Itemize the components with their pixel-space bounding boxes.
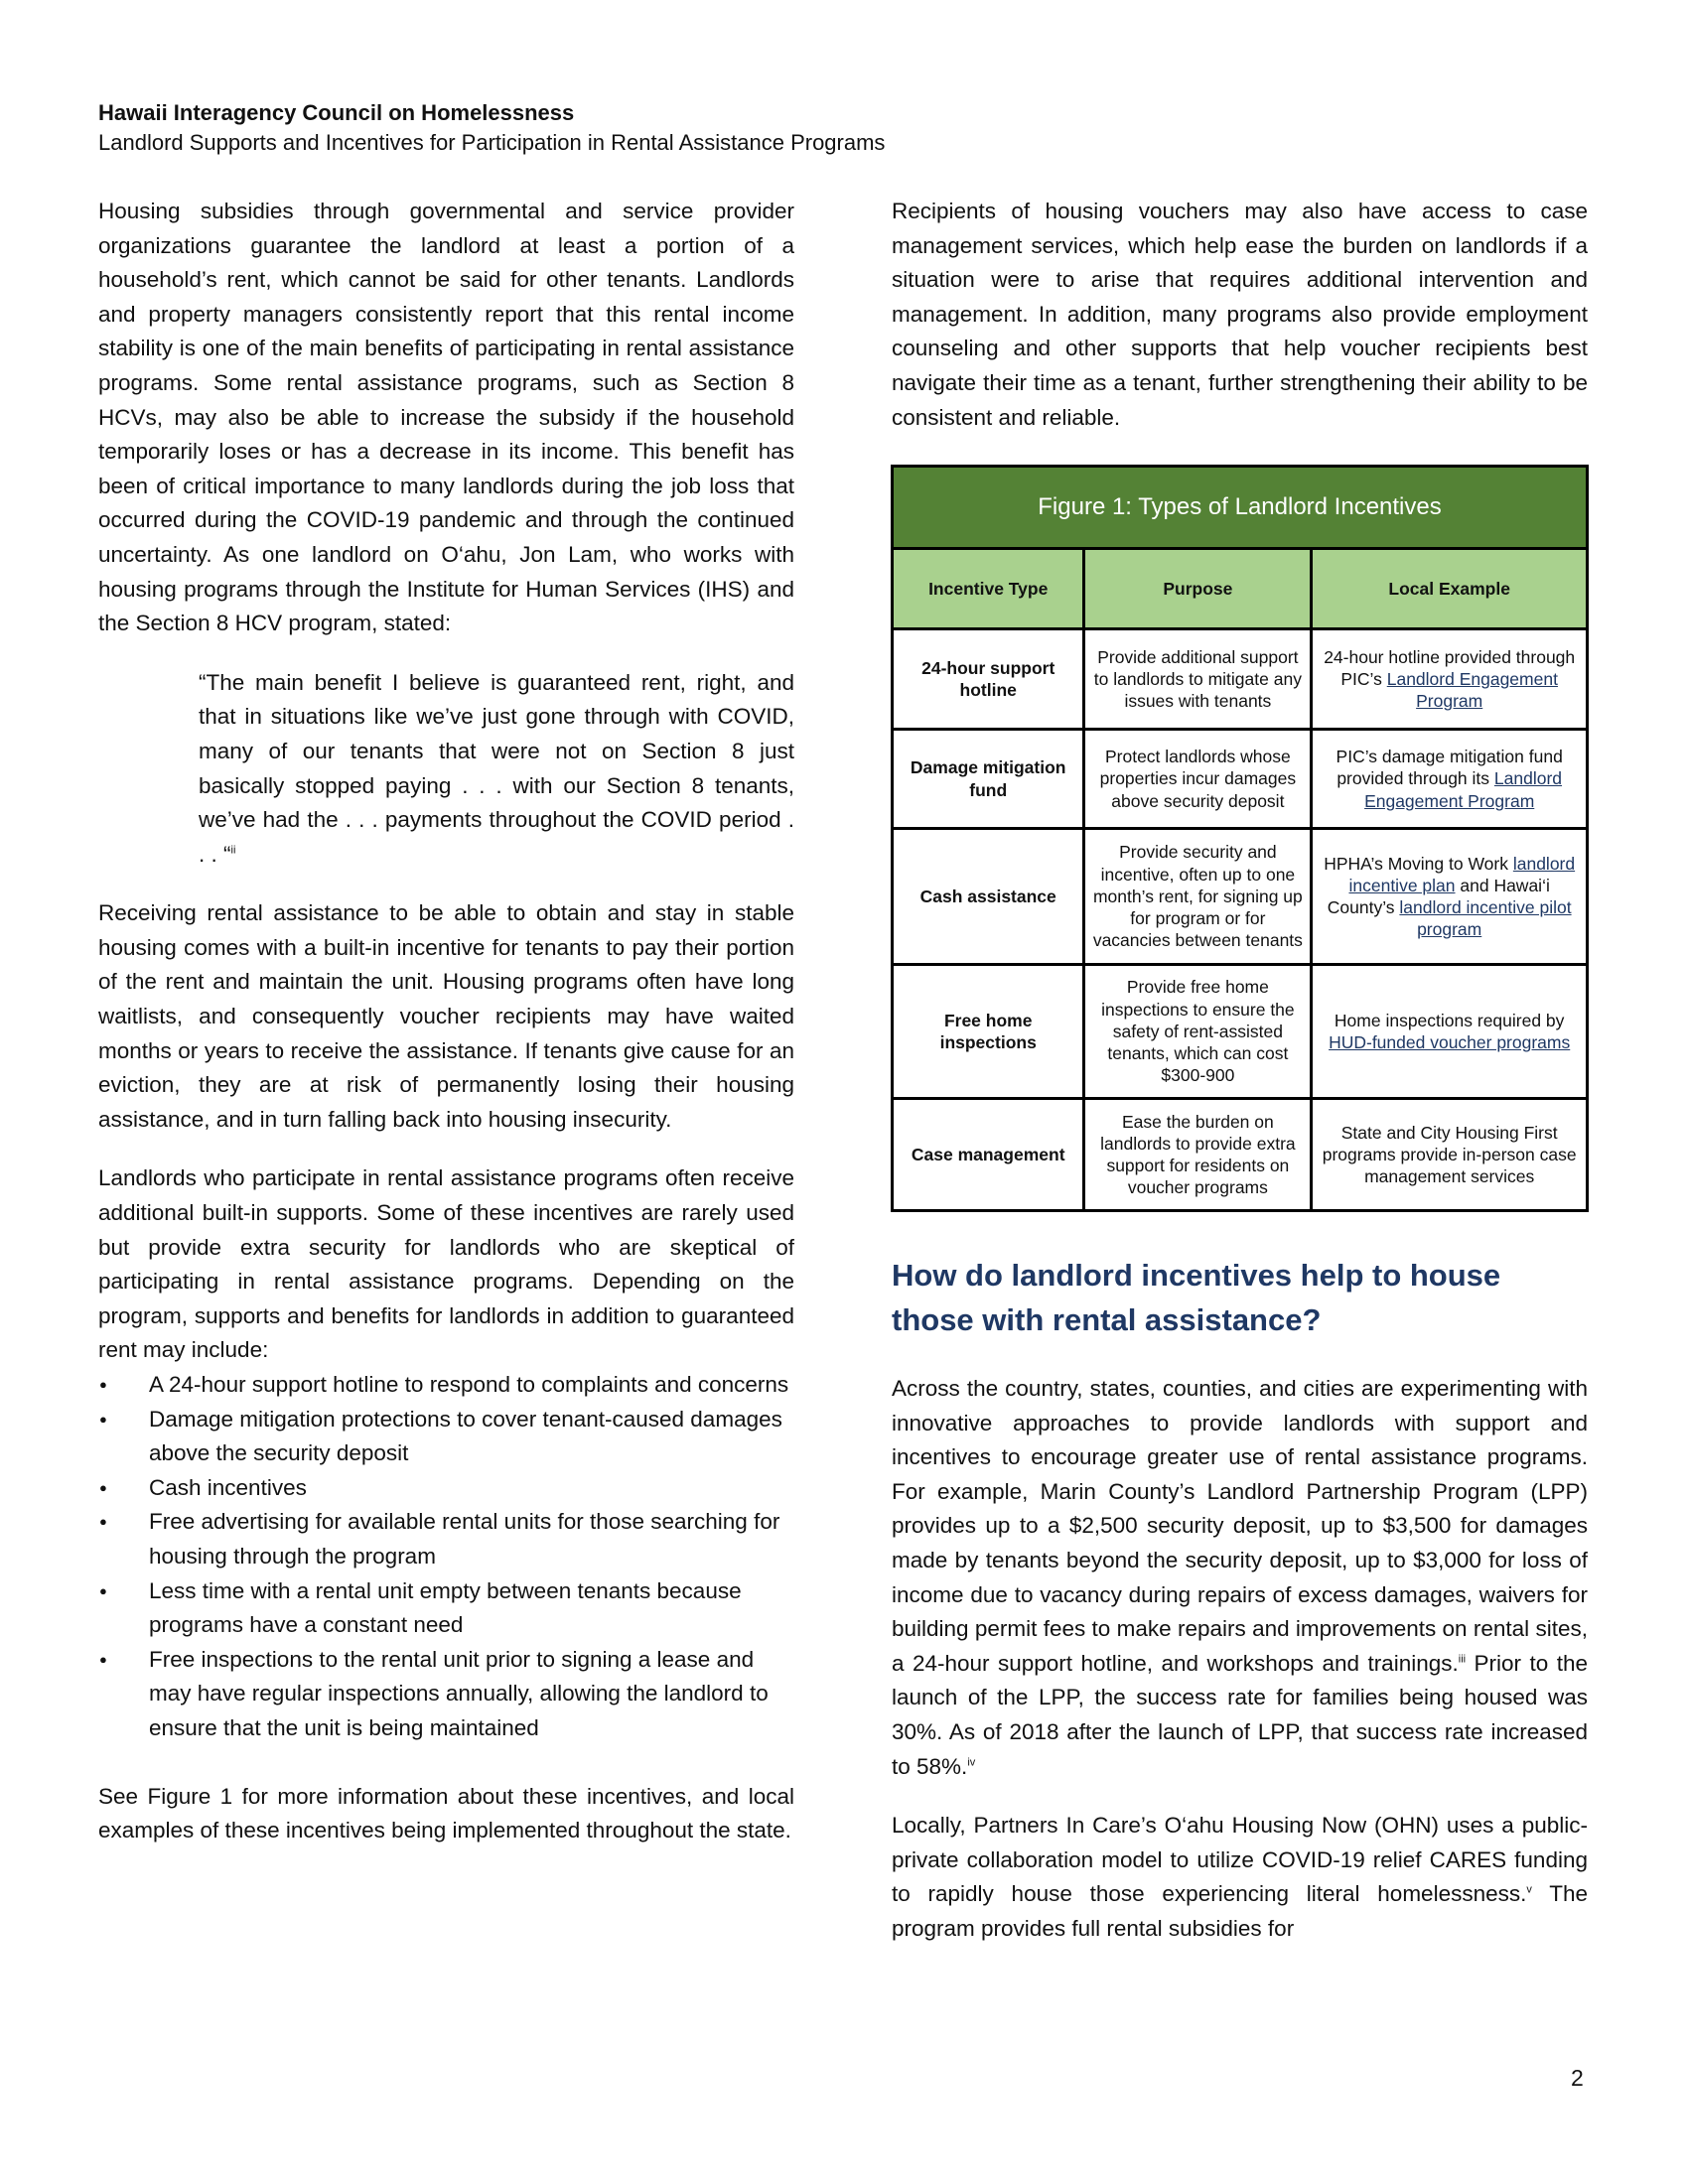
figure-title: Figure 1: Types of Landlord Incentives [893,467,1588,549]
local-example [1312,730,1588,829]
paragraph-text: The program provides full rental subsidies for [892,1881,1588,1941]
incentive-type: Free home inspections [893,965,1084,1099]
list-item: ● Free inspections to the rental unit prior to signing a lease and may have regular inspections annually, allowing the landlord to ensure that the unit is being maintained [98,1643,794,1746]
list-item: ● Damage mitigation protections to cover tenant-caused damages above the security deposit [98,1403,794,1471]
column-header: Purpose [1084,549,1312,629]
figure-1-table [891,465,1589,1212]
table-row [893,1099,1588,1211]
purpose: Provide security and incentive, often up to one month’s rent, for signing up for program or for vacancies between tenants [1084,829,1312,965]
benefits-list [98,1368,794,1746]
paragraph-text: Prior to the launch of the LPP, the success rate for families being housed was 30%. As of 2018 after the launch of LPP, that success rate increased to 58%. [892,1650,1588,1779]
table-header-row [893,549,1588,629]
document-header-title: Hawaii Interagency Council on Homelessness [98,100,575,125]
table-row [893,829,1588,965]
incentive-type: Cash assistance [893,829,1084,965]
paragraph-text: Locally, Partners In Care’s O‘ahu Housing Now (OHN) uses a public-private collaboration model to utilize COVID-19 relief CARES funding to rapidly house those experiencing literal homelessness. [892,1813,1588,1907]
incentive-type: Damage mitigation fund [893,730,1084,829]
local-example: State and City Housing First programs provide in-person case management services [1312,1099,1588,1211]
document-header-subtitle: Landlord Supports and Incentives for Participation in Rental Assistance Programs [98,130,886,155]
footnote-ref[interactable]: iii [1458,1653,1467,1666]
section-heading: How do landlord incentives help to house those with rental assistance? [892,1258,1501,1337]
left-column [98,195,794,1848]
list-item: ● Free advertising for available rental units for those searching for housing through the program [98,1505,794,1573]
incentive-type: 24-hour support hotline [893,629,1084,730]
landlord-incentive-pilot-link[interactable]: landlord incentive pilot program [1399,897,1572,940]
paragraph-rental-income: Housing subsidies through governmental and service provider organizations guarantee the landlord at least a portion of a household’s rent, which cannot be said for other tenants. Landlords and property managers consistently report that this rental income stability is one of the main benefits of participating in rental assistance programs. Some rental assistance programs, such as Section 8 HCVs, may also be able to increase the subsidy if the household temporarily loses or has a decrease in its income. This benefit has been of critical importance to many landlords during the job loss that occurred during the COVID-19 pandemic and through the continued uncertainty. As one landlord on O‘ahu, Jon Lam, who works with housing programs through the Institute for Human Services (IHS) and the Section 8 HCV program, stated: [98,199,794,636]
table-row [893,629,1588,730]
list-item: ● A 24-hour support hotline to respond to complaints and concerns [98,1368,794,1403]
local-example [1312,629,1588,730]
landlord-quote [199,666,794,873]
purpose: Ease the burden on landlords to provide extra support for residents on voucher programs [1084,1099,1312,1211]
local-example [1312,965,1588,1099]
footnote-ref[interactable]: ii [230,844,236,857]
landlord-engagement-link[interactable]: Landlord Engagement Program [1386,668,1558,712]
paragraph-text: Across the country, states, counties, and cities are experimenting with innovative approaches to provide landlords with support and incentives to encourage greater use of rental assistance programs. For example, Marin County’s Landlord Partnership Program (LPP) provides up to a $2,500 security deposit, up to $3,500 for damages made by tenants beyond the security deposit, up to $3,000 for loss of income due to vacancy during repairs of excess damages, waivers for building permit fees to make repairs and improvements on rental sites, a 24-hour support hotline, and workshops and trainings. [892,1376,1588,1676]
purpose: Provide free home inspections to ensure the safety of rent-assisted tenants, which can cost $300-900 [1084,965,1312,1099]
example-text: HPHA’s Moving to Work [1324,853,1513,874]
right-column-top [892,195,1588,435]
hud-voucher-programs-link[interactable]: HUD-funded voucher programs [1329,1032,1571,1052]
paragraph-case-management: Recipients of housing vouchers may also have access to case management services, which help ease the burden on landlords if a situation were to arise that requires additional intervention and management. In addition, many programs also provide employment counseling and other supports that help voucher recipients best navigate their time as a tenant, further strengthening their ability to be consistent and reliable. [892,199,1588,430]
column-header: Incentive Type [893,549,1084,629]
paragraph-oahu-housing-now [892,1809,1588,1946]
example-text: and Hawai‘i County’s [1327,875,1550,917]
column-header: Local Example [1312,549,1588,629]
footnote-ref[interactable]: v [1526,1883,1532,1896]
paragraph-see-figure: See Figure 1 for more information about these incentives, and local examples of these incentives being implemented throughout the state. [98,1783,794,1843]
table-row [893,965,1588,1099]
paragraph-marin-county [892,1372,1588,1784]
example-text: PIC’s damage mitigation fund provided through its [1336,747,1563,789]
right-column-bottom [892,1372,1588,1947]
paragraph-built-in-supports: Landlords who participate in rental assistance programs often receive additional built-in supports. Some of these incentives are rarely used but provide extra security for landlords who are skeptical of participating in rental assistance programs. Depending on the program, supports and benefits for landlords in addition to guaranteed rent may include: [98,1165,794,1363]
incentive-type: Case management [893,1099,1084,1211]
purpose: Provide additional support to landlords to mitigate any issues with tenants [1084,629,1312,730]
example-text: Home inspections required by [1334,1010,1565,1030]
landlord-incentive-plan-link[interactable]: landlord incentive plan [1348,853,1576,895]
page-number: 2 [1571,2065,1584,2091]
table-row [893,730,1588,829]
paragraph-tenant-incentive: Receiving rental assistance to be able to obtain and stay in stable housing comes with a built-in incentive for tenants to pay their portion of the rent and maintain the unit. Housing programs often have long waitlists, and consequently voucher recipients may have waited months or years to receive the assistance. If tenants give cause for an eviction, they are at risk of permanently losing their housing assistance, and in turn falling back into housing insecurity. [98,900,794,1132]
landlord-engagement-link[interactable]: Landlord Engagement Program [1364,768,1563,811]
list-item: ● Less time with a rental unit empty between tenants because programs have a constant need [98,1574,794,1643]
purpose: Protect landlords whose properties incur damages above security deposit [1084,730,1312,829]
example-text: 24-hour hotline provided through PIC’s [1324,646,1576,689]
list-item: ● Cash incentives [98,1471,794,1506]
quote-text: “The main benefit I believe is guaranteed rent, right, and that in situations like we’ve just gone through with COVID, many of our tenants that were not on Section 8 just basically stopped paying . . . with our Section 8 tenants, we’ve had the . . . payments throughout the COVID period . . . “ [199,669,794,867]
local-example [1312,829,1588,965]
footnote-ref[interactable]: iv [967,1756,976,1769]
